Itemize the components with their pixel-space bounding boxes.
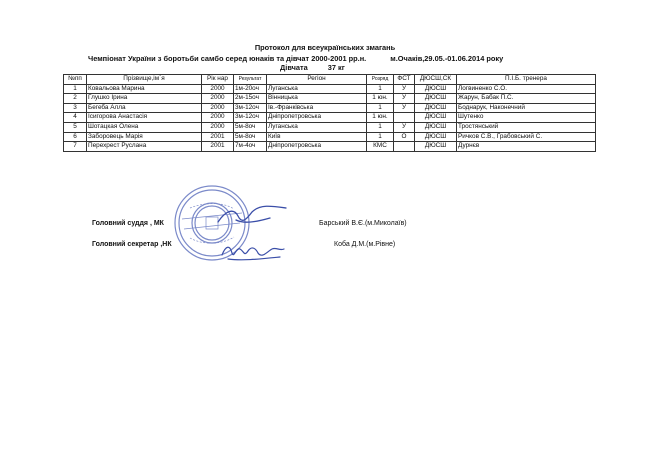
table-row	[64, 132, 596, 142]
cell-school: ДЮСШ	[415, 103, 457, 113]
cell-fst: У	[394, 122, 415, 132]
cell-rank: 1	[367, 122, 394, 132]
header-fst: ФСТ	[394, 75, 415, 85]
cell-result: 2м-15оч	[234, 94, 267, 104]
cell-rank: 1 юн.	[367, 113, 394, 123]
cell-result: 3м-12оч	[234, 103, 267, 113]
cell-name: Шотацкая Олена	[87, 122, 202, 132]
cell-fst	[394, 113, 415, 123]
secretary-signature	[218, 237, 288, 263]
cell-rank: КМС	[367, 142, 394, 152]
results-table	[63, 74, 596, 152]
cell-region: Дніпропетровська	[267, 142, 367, 152]
cell-region: Вінницька	[267, 94, 367, 104]
table-row	[64, 142, 596, 152]
cell-region: Київ	[267, 132, 367, 142]
cell-year: 2000	[202, 94, 234, 104]
header-number: №пп	[64, 75, 87, 85]
cell-fst: У	[394, 84, 415, 94]
cell-result: 5м-8оч	[234, 132, 267, 142]
cell-number: 1	[64, 84, 87, 94]
cell-fst	[394, 142, 415, 152]
cell-year: 2000	[202, 103, 234, 113]
cell-coach: Шутенко	[457, 113, 596, 123]
cell-coach: Ричков С.В., Грабовський С.	[457, 132, 596, 142]
competition-line	[88, 54, 503, 63]
table-row	[64, 103, 596, 113]
cell-coach: Жарун, Бабак П.С.	[457, 94, 596, 104]
chief-judge-label: Головний суддя , МК	[92, 220, 164, 227]
cell-region: Дніпропетровська	[267, 113, 367, 123]
cell-name: Бегеба Алла	[87, 103, 202, 113]
cell-fst: У	[394, 103, 415, 113]
table-row	[64, 122, 596, 132]
document-title: Протокол для всеукраїнських змагань	[254, 43, 396, 52]
judge-signature	[212, 200, 292, 232]
category-line	[280, 63, 345, 72]
table-row	[64, 113, 596, 123]
cell-rank: 1	[367, 132, 394, 142]
cell-region: Луганська	[267, 122, 367, 132]
competition-name: Чемпіонат України з боротьби самбо серед юнаків та дівчат 2000-2001 рр.н.	[88, 54, 367, 63]
cell-number: 6	[64, 132, 87, 142]
cell-name: Перехрест Руслана	[87, 142, 202, 152]
cell-name: Глушко Ірина	[87, 94, 202, 104]
cell-result: 3м-12оч	[234, 113, 267, 123]
header-result: Результат	[234, 75, 267, 85]
group-label: Дівчата	[280, 63, 308, 72]
chief-judge-name: Барський В.Є.(м.Миколаїв)	[319, 220, 407, 227]
header-coach: П.І.Б. тренера	[457, 75, 596, 85]
cell-school: ДЮСШ	[415, 84, 457, 94]
cell-coach: Логвиненко С.О.	[457, 84, 596, 94]
cell-year: 2000	[202, 113, 234, 123]
cell-result: 5м-8оч	[234, 122, 267, 132]
cell-rank: 1	[367, 84, 394, 94]
cell-result: 1м-20оч	[234, 84, 267, 94]
table-row	[64, 94, 596, 104]
header-region: Регіон	[267, 75, 367, 85]
cell-number: 3	[64, 103, 87, 113]
cell-result: 7м-4оч	[234, 142, 267, 152]
header-school: ДЮСШ,СК	[415, 75, 457, 85]
cell-name: Ісигорова Анастасія	[87, 113, 202, 123]
cell-fst: У	[394, 94, 415, 104]
chief-secretary-label: Головний секретар ,НК	[92, 241, 172, 248]
cell-year: 2001	[202, 142, 234, 152]
cell-number: 2	[64, 94, 87, 104]
cell-region: Луганська	[267, 84, 367, 94]
cell-fst: О	[394, 132, 415, 142]
cell-name: Заборовець Марія	[87, 132, 202, 142]
header-name: Прізвище,ім`я	[87, 75, 202, 85]
cell-school: ДЮСШ	[415, 113, 457, 123]
cell-number: 5	[64, 122, 87, 132]
cell-school: ДЮСШ	[415, 132, 457, 142]
cell-number: 7	[64, 142, 87, 152]
chief-secretary-name: Коба Д.М.(м.Рівне)	[334, 241, 396, 248]
header-year: Рік нар	[202, 75, 234, 85]
table-header-row	[64, 75, 596, 85]
cell-year: 2000	[202, 122, 234, 132]
cell-school: ДЮСШ	[415, 94, 457, 104]
cell-name: Ковальова Марина	[87, 84, 202, 94]
place-date: м.Очаків,29.05.-01.06.2014 року	[390, 54, 504, 63]
cell-year: 2000	[202, 84, 234, 94]
weight-category: 37 кг	[327, 63, 345, 72]
cell-school: ДЮСШ	[415, 142, 457, 152]
table-row	[64, 84, 596, 94]
cell-coach: Боднарук, Наконечний	[457, 103, 596, 113]
cell-coach: Дурнєв	[457, 142, 596, 152]
cell-number: 4	[64, 113, 87, 123]
cell-year: 2001	[202, 132, 234, 142]
cell-rank: 1	[367, 103, 394, 113]
cell-coach: Тростянський	[457, 122, 596, 132]
cell-school: ДЮСШ	[415, 122, 457, 132]
cell-region: Ів.-Франківська	[267, 103, 367, 113]
header-rank: Розряд	[367, 75, 394, 85]
cell-rank: 1 юн.	[367, 94, 394, 104]
